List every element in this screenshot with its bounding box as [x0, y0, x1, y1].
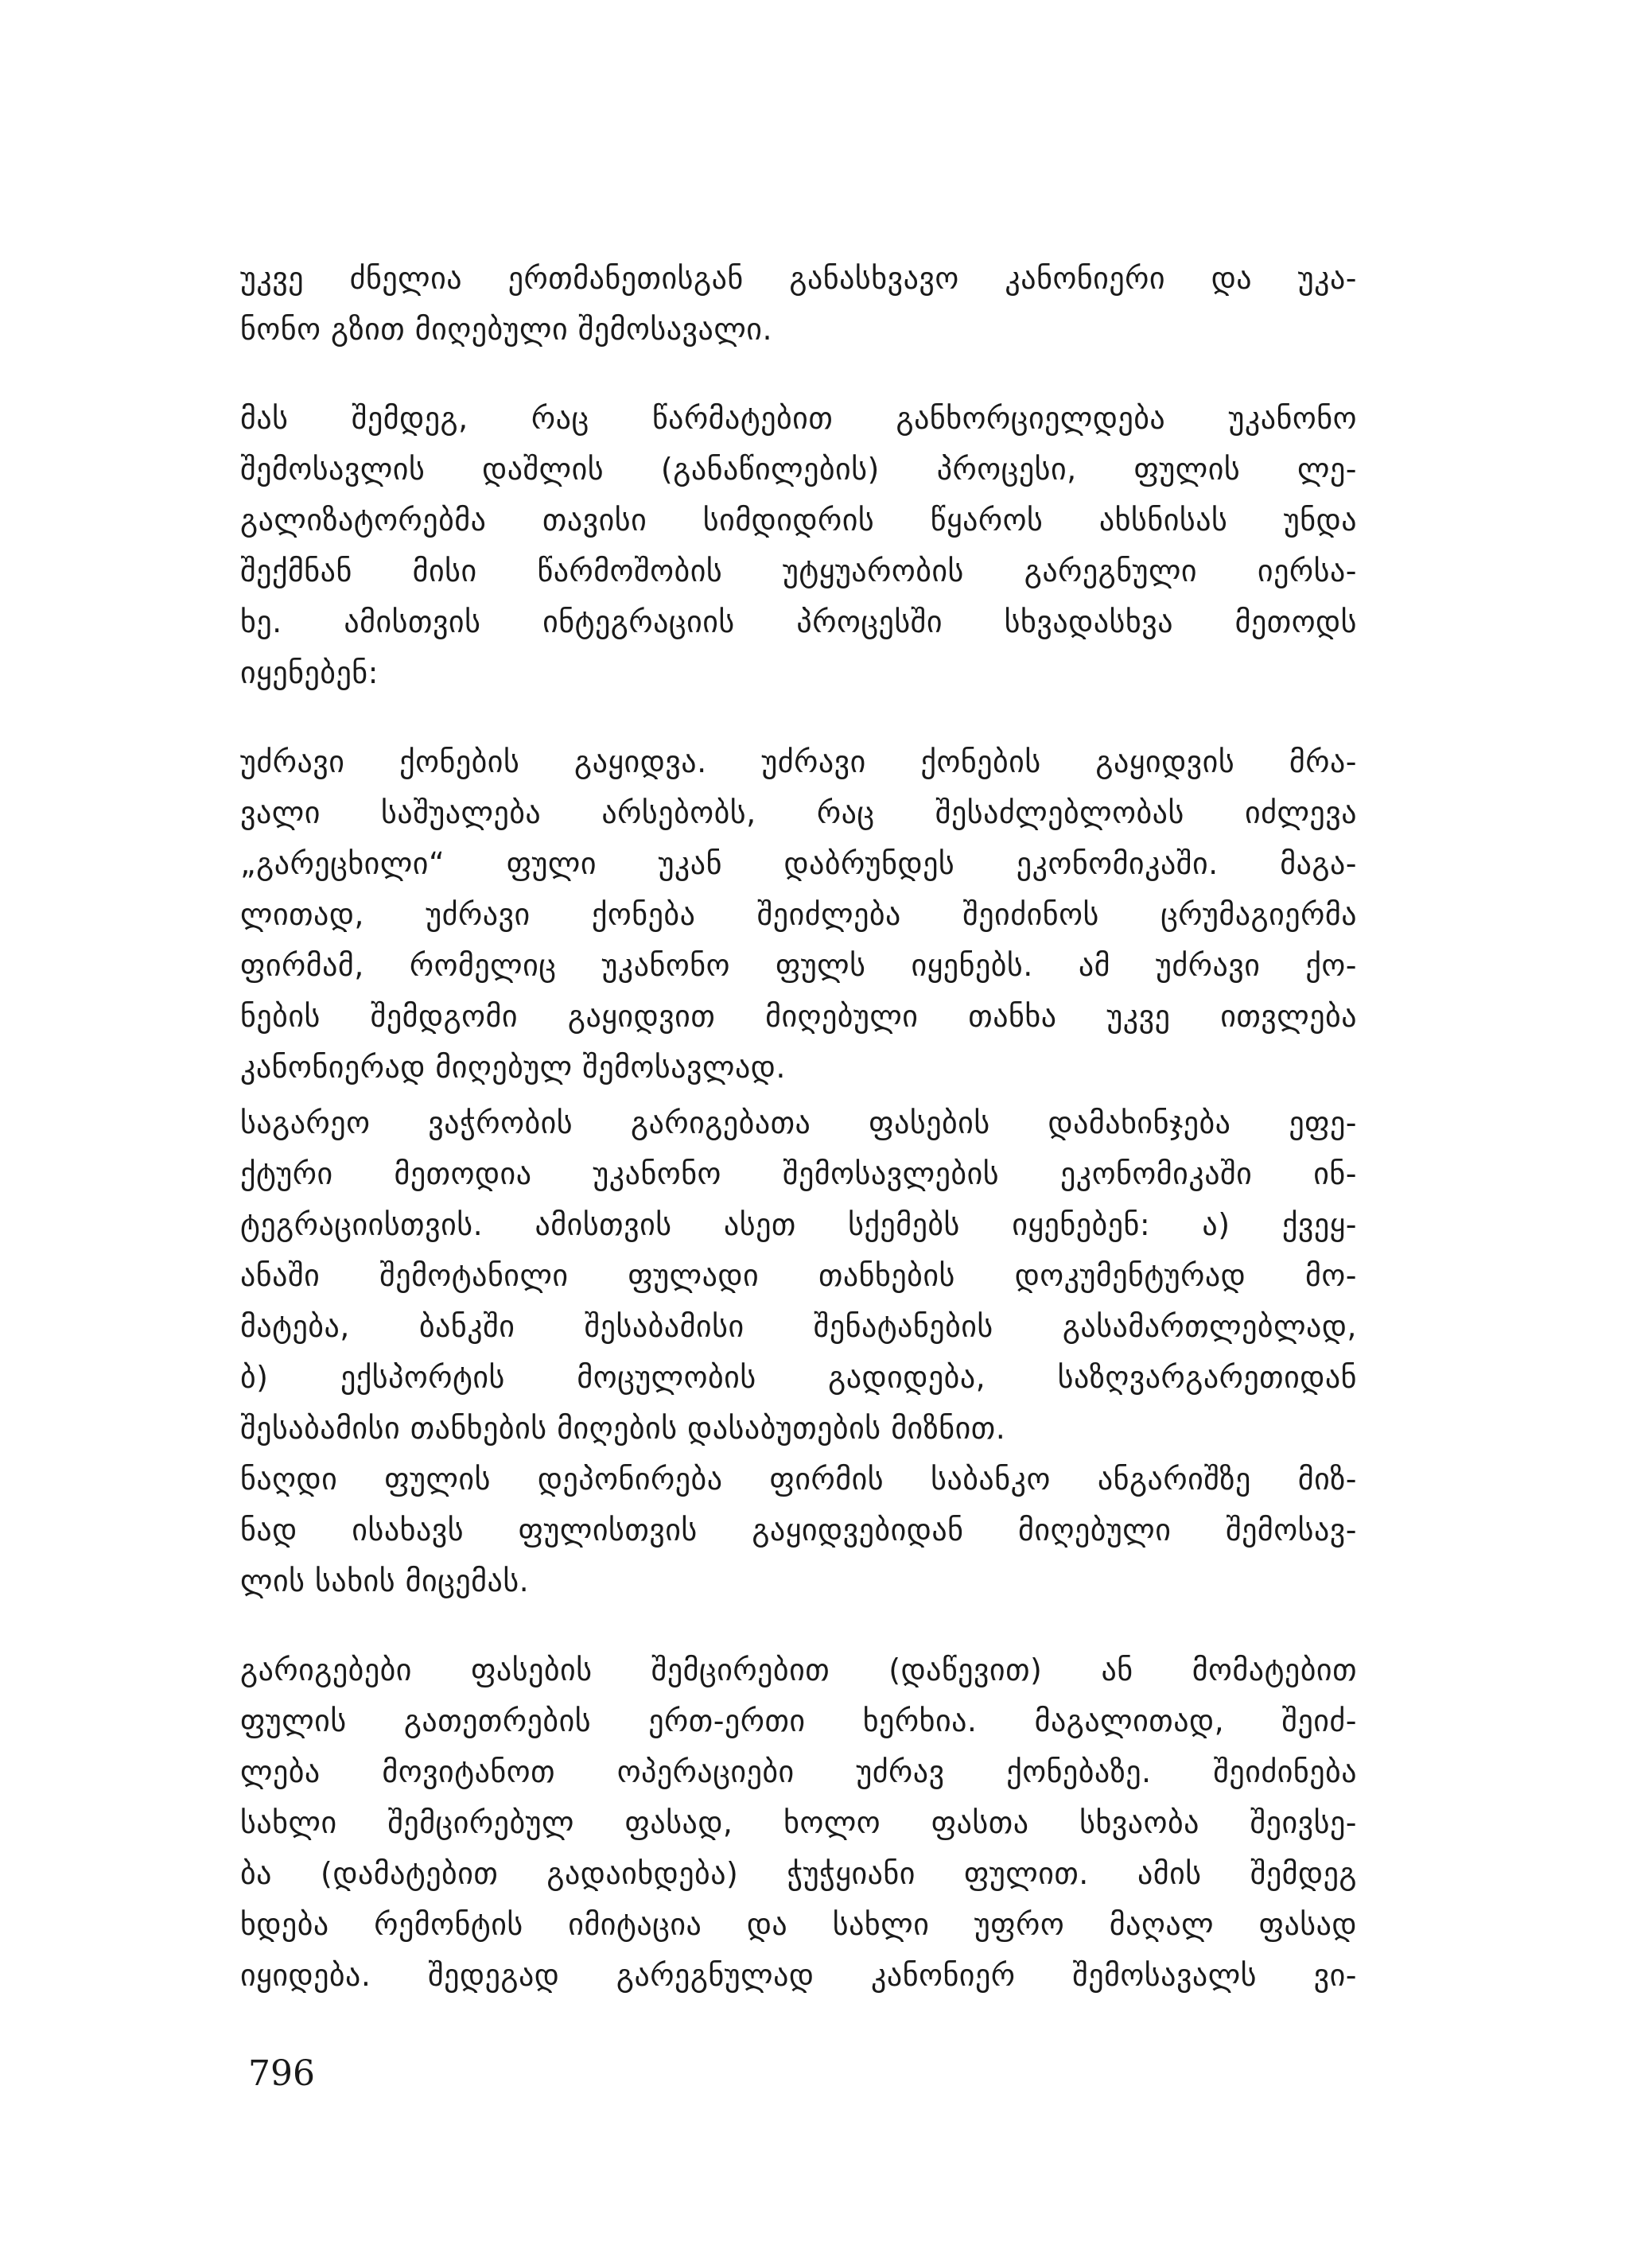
text-line: ლითად, უძრავი ქონება შეიძლება შეიძინოს ცრუმაგიერმა — [240, 897, 1357, 932]
text-line: მას შემდეგ, რაც წარმატებით განხორციელდება უკანონო — [240, 401, 1357, 436]
text-line: ფირმამ, რომელიც უკანონო ფულს იყენებს. ამ უძრავი ქო- — [240, 948, 1357, 983]
text-line: შემოსავლის დაშლის (განაწილების) პროცესი, ფულის ლე- — [240, 452, 1357, 487]
text-line: უკვე ძნელია ერთმანეთისგან განასხვავო კანონიერი და უკა- — [240, 261, 1357, 296]
text-line: კანონიერად მიღებულ შემოსავლად. — [240, 1050, 786, 1085]
paragraph-1 — [240, 253, 1357, 355]
text-line: ბა (დამატებით გადაიხდება) ჭუჭყიანი ფულით. ამის შემდეგ — [240, 1856, 1357, 1891]
text-line: მატება, ბანკში შესაბამისი შენატანების გასამართლებლად, — [240, 1309, 1357, 1344]
text-line: ფულის გათეთრების ერთ-ერთი ხერხია. მაგალითად, შეიძ- — [240, 1703, 1357, 1738]
text-line: გალიზატორებმა თავისი სიმდიდრის წყაროს ახსნისას უნდა — [240, 503, 1357, 538]
page-number: 796 — [248, 2053, 315, 2094]
text-line: ნად ისახავს ფულისთვის გაყიდვებიდან მიღებული შემოსავ- — [240, 1513, 1357, 1548]
text-line: ნაღდი ფულის დეპონირება ფირმის საბანკო ანგარიშზე მიზ- — [240, 1462, 1357, 1497]
text-line: „გარეცხილი“ ფული უკან დაბრუნდეს ეკონომიკაში. მაგა- — [240, 846, 1357, 881]
text-line: იყენებენ: — [240, 655, 379, 690]
text-line: ხე. ამისთვის ინტეგრაციის პროცესში სხვადასხვა მეთოდს — [240, 604, 1357, 639]
text-line: ხდება რემონტის იმიტაცია და სახლი უფრო მაღალ ფასად — [240, 1907, 1357, 1942]
text-line: გარიგებები ფასების შემცირებით (დაწევით) ან მომატებით — [240, 1652, 1357, 1687]
text-line: ტეგრაციისთვის. ამისთვის ასეთ სქემებს იყენებენ: ა) ქვეყ- — [240, 1207, 1357, 1242]
text-line: ვალი საშუალება არსებობს, რაც შესაძლებლობას იძლევა — [240, 795, 1357, 830]
text-line: ქტური მეთოდია უკანონო შემოსავლების ეკონომიკაში ინ- — [240, 1156, 1357, 1191]
text-line: ლის სახის მიცემას. — [240, 1563, 530, 1598]
paragraph-2 — [240, 393, 1357, 698]
text-line: უძრავი ქონების გაყიდვა. უძრავი ქონების გაყიდვის მრა- — [240, 744, 1357, 779]
text-line: ნების შემდგომი გაყიდვით მიღებული თანხა უკვე ითვლება — [240, 999, 1357, 1034]
text-line: შესაბამისი თანხების მიღების დასაბუთების მიზნით. — [240, 1411, 1006, 1446]
paragraph-5 — [240, 1645, 1357, 2001]
text-line: სახლი შემცირებულ ფასად, ხოლო ფასთა სხვაობა შეივსე- — [240, 1805, 1357, 1840]
text-line: შექმნან მისი წარმოშობის უტყუარობის გარეგნული იერსა- — [240, 553, 1357, 588]
text-line: ლება მოვიტანოთ ოპერაციები უძრავ ქონებაზე. შეიძინება — [240, 1754, 1357, 1789]
text-line: ანაში შემოტანილი ფულადი თანხების დოკუმენტურად მო- — [240, 1258, 1357, 1293]
text-line: საგარეო ვაჭრობის გარიგებათა ფასების დამახინჯება ეფე- — [240, 1105, 1357, 1140]
text-line: იყიდება. შედეგად გარეგნულად კანონიერ შემოსავალს ვი- — [240, 1958, 1357, 1993]
paragraph-3 — [240, 736, 1357, 1093]
text-line: ბ) ექსპორტის მოცულობის გადიდება, საზღვარგარეთიდან — [240, 1360, 1357, 1395]
paragraph-4 — [240, 1097, 1357, 1606]
text-line: ნონო გზით მიღებული შემოსავალი. — [240, 312, 773, 347]
